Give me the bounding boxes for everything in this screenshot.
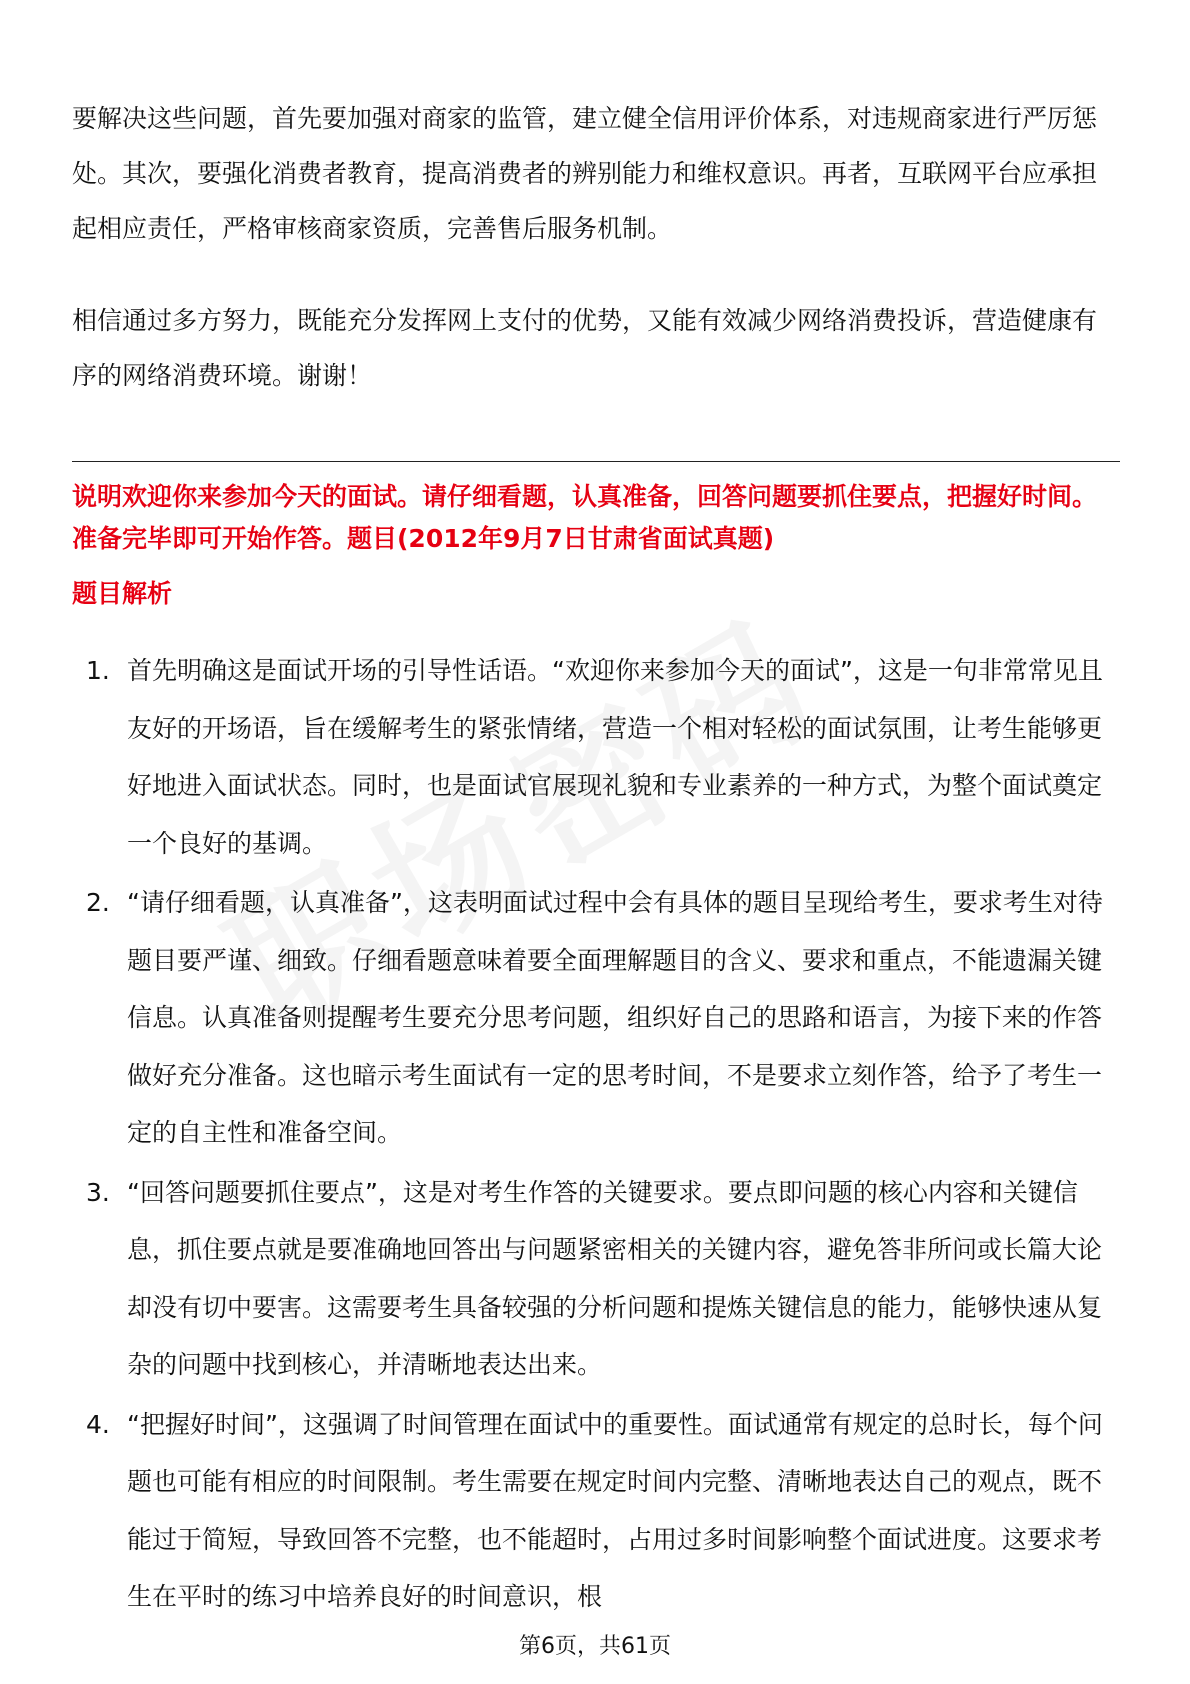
page-footer: 第6页，共61页 [519,1634,671,1659]
list-item-number: 1. [86,656,110,685]
list-item-number: 2. [86,888,110,917]
list-item [0,1164,1113,1394]
section-divider [72,461,1120,462]
list-item-number: 4. [86,1409,110,1439]
paragraph-conclusion: 相信通过多方努力，既能充分发挥网上支付的优势，又能有效减少网络消费投诉，营造健康有序的网络消费环境。谢谢！ [72,306,1098,390]
question-intro: 说明欢迎你来参加今天的面试。请仔细看题，认真准备，回答问题要抓住要点，把握好时间。准备完毕即可开始作答。题目(2012年9月7日甘肃省面试真题) [72,482,1098,553]
analysis-heading: 题目解析 [72,579,173,608]
list-item-text: “回答问题要抓住要点”，这是对考生作答的关键要求。要点即问题的核心内容和关键信息，抓住要点就是要准确地回答出与问题紧密相关的关键内容，避免答非所问或长篇大论却没有切中要害。这需要考生具备较强的分析问题和提炼关键信息的能力，能够快速从复杂的问题中找到核心，并清晰地表达出来。 [127,1177,1103,1379]
analysis-list [0,642,1190,1628]
list-item-number: 3. [86,1177,110,1207]
list-item [0,1396,1113,1626]
list-item [0,874,1113,1162]
list-item-text: 首先明确这是面试开场的引导性话语。“欢迎你来参加今天的面试”，这是一句非常常见且友好的开场语，旨在缓解考生的紧张情绪，营造一个相对轻松的面试氛围，让考生能够更好地进入面试状态。同时，也是面试官展现礼貌和专业素养的一种方式，为整个面试奠定一个良好的基调。 [127,656,1103,858]
list-item-text: “请仔细看题，认真准备”，这表明面试过程中会有具体的题目呈现给考生，要求考生对待题目要严谨、细致。仔细看题意味着要全面理解题目的含义、要求和重点，不能遗漏关键信息。认真准备则提醒考生要充分思考问题，组织好自己的思路和语言，为接下来的作答做好充分准备。这也暗示考生面试有一定的思考时间，不是要求立刻作答，给予了考生一定的自主性和准备空间。 [127,888,1103,1147]
list-item-text: “把握好时间”，这强调了时间管理在面试中的重要性。面试通常有规定的总时长，每个问题也可能有相应的时间限制。考生需要在规定时间内完整、清晰地表达自己的观点，既不能过于简短，导致回答不完整，也不能超时，占用过多时间影响整个面试进度。这要求考生在平时的练习中培养良好的时间意识，根 [127,1409,1103,1611]
paragraph-solutions: 要解决这些问题，首先要加强对商家的监管，建立健全信用评价体系，对违规商家进行严厉惩处。其次，要强化消费者教育，提高消费者的辨别能力和维权意识。再者，互联网平台应承担起相应责任，严格审核商家资质，完善售后服务机制。 [72,104,1098,243]
list-item [0,642,1113,872]
